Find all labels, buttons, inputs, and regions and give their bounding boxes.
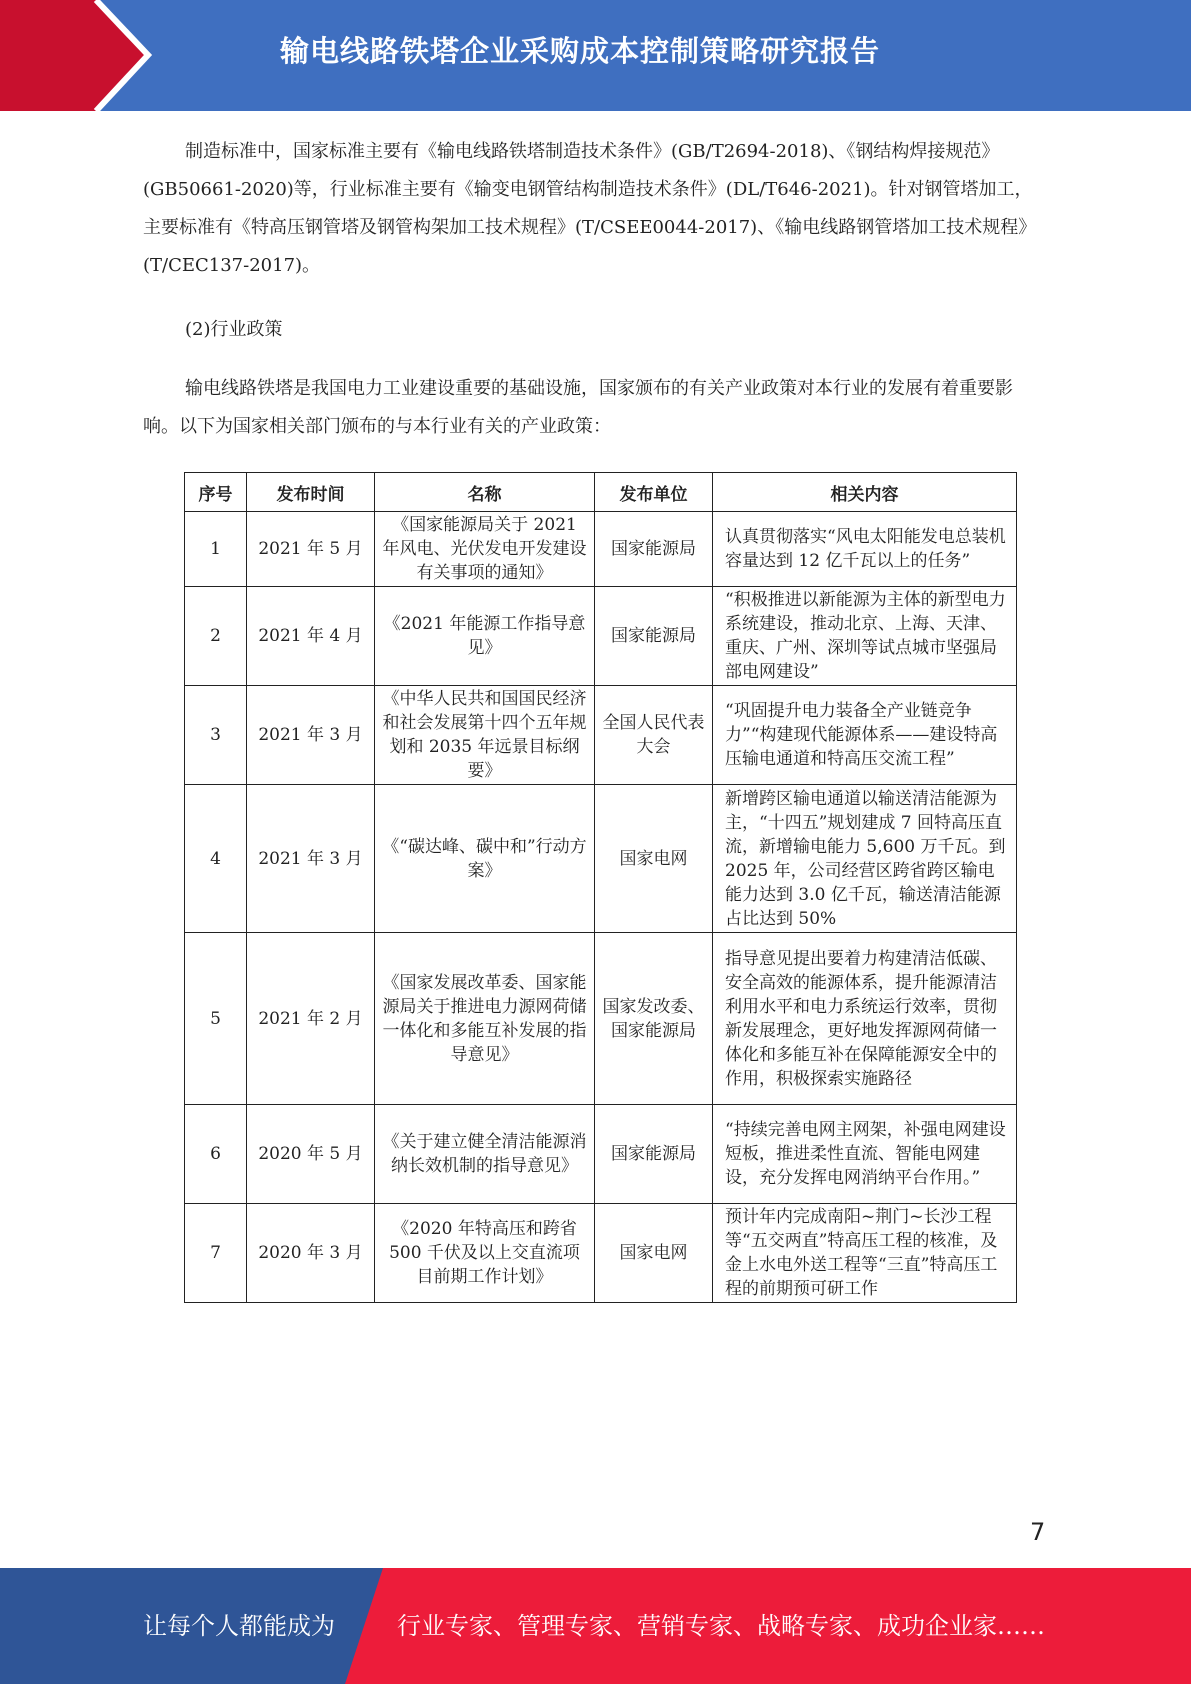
row-number: 3 <box>185 686 247 785</box>
policy-table <box>184 472 1017 1303</box>
row-number: 2 <box>185 587 247 686</box>
policy-content: 新增跨区输电通道以输送清洁能源为主，“十四五”规划建成 7 回特高压直流，新增输电能力 5,600 万千瓦。到 2025 年，公司经营区跨省跨区输电能力达到 3.0 亿千瓦，输送清洁能源占比达到 50% <box>713 785 1017 933</box>
footer-slogan-right: 行业专家、管理专家、营销专家、战略专家、成功企业家…… <box>397 1612 1045 1640</box>
policy-content: “积极推进以新能源为主体的新型电力系统建设，推动北京、上海、天津、重庆、广州、深圳等试点城市坚强局部电网建设” <box>713 587 1017 686</box>
column-header: 名称 <box>375 473 595 512</box>
page-footer <box>0 1568 1191 1684</box>
column-header: 相关内容 <box>713 473 1017 512</box>
page-header <box>0 0 1191 111</box>
policy-content: 预计年内完成南阳~荆门~长沙工程等“五交两直”特高压工程的核准，及金上水电外送工程等“三直”特高压工程的前期预可研工作 <box>713 1204 1017 1303</box>
issuing-body: 国家发改委、国家能源局 <box>595 933 713 1105</box>
row-number: 5 <box>185 933 247 1105</box>
report-title: 输电线路铁塔企业采购成本控制策略研究报告 <box>280 34 881 68</box>
policy-name: 《2020 年特高压和跨省 500 千伏及以上交直流项目前期工作计划》 <box>375 1204 595 1303</box>
release-date: 2021 年 2 月 <box>247 933 375 1105</box>
issuing-body: 国家电网 <box>595 785 713 933</box>
policy-content: 指导意见提出要着力构建清洁低碳、安全高效的能源体系，提升能源清洁利用水平和电力系统运行效率，贯彻新发展理念，更好地发挥源网荷储一体化和多能互补在保障能源安全中的作用，积极探索实施路径 <box>713 933 1017 1105</box>
table-row <box>185 785 1017 933</box>
table-row <box>185 1204 1017 1303</box>
policy-name: 《国家发展改革委、国家能源局关于推进电力源网荷储一体化和多能互补发展的指导意见》 <box>375 933 595 1105</box>
header-arrow-decoration <box>0 0 160 111</box>
footer-slogan-left: 让每个人都能成为 <box>143 1612 335 1640</box>
column-header: 发布时间 <box>247 473 375 512</box>
release-date: 2021 年 3 月 <box>247 785 375 933</box>
release-date: 2020 年 5 月 <box>247 1105 375 1204</box>
policy-name: 《中华人民共和国国民经济和社会发展第十四个五年规划和 2035 年远景目标纲要》 <box>375 686 595 785</box>
section-subheading: (2)行业政策 <box>185 319 283 340</box>
policy-name: 《2021 年能源工作指导意见》 <box>375 587 595 686</box>
issuing-body: 国家电网 <box>595 1204 713 1303</box>
page-number: 7 <box>1030 1518 1046 1546</box>
policy-content: “巩固提升电力装备全产业链竞争力”“构建现代能源体系——建设特高压输电通道和特高压交流工程” <box>713 686 1017 785</box>
release-date: 2021 年 4 月 <box>247 587 375 686</box>
release-date: 2020 年 3 月 <box>247 1204 375 1303</box>
standards-paragraph: 制造标准中，国家标准主要有《输电线路铁塔制造技术条件》(GB/T2694-2018)、《钢结构焊接规范》(GB50661-2020)等，行业标准主要有《输变电钢管结构制造技术条件》(DL/T646-2021)。针对钢管塔加工，主要标准有《特高压钢管塔及钢管构架加工技术规程》(T/CSEE0044-2017)、《输电线路钢管塔加工技术规程》(T/CEC137-2017)。 <box>143 141 1037 276</box>
row-number: 4 <box>185 785 247 933</box>
issuing-body: 国家能源局 <box>595 1105 713 1204</box>
table-row <box>185 1105 1017 1204</box>
policy-name: 《“碳达峰、碳中和”行动方案》 <box>375 785 595 933</box>
table-row <box>185 587 1017 686</box>
policy-name: 《关于建立健全清洁能源消纳长效机制的指导意见》 <box>375 1105 595 1204</box>
policy-name: 《国家能源局关于 2021 年风电、光伏发电开发建设有关事项的通知》 <box>375 512 595 587</box>
row-number: 1 <box>185 512 247 587</box>
policy-intro-paragraph: 输电线路铁塔是我国电力工业建设重要的基础设施，国家颁布的有关产业政策对本行业的发展有着重要影响。以下为国家相关部门颁布的与本行业有关的产业政策： <box>143 378 1013 437</box>
policy-content: 认真贯彻落实“风电太阳能发电总装机容量达到 12 亿千瓦以上的任务” <box>713 512 1017 587</box>
row-number: 7 <box>185 1204 247 1303</box>
table-header-row <box>185 473 1017 512</box>
release-date: 2021 年 5 月 <box>247 512 375 587</box>
policy-content: “持续完善电网主网架，补强电网建设短板，推进柔性直流、智能电网建设，充分发挥电网消纳平台作用。” <box>713 1105 1017 1204</box>
column-header: 发布单位 <box>595 473 713 512</box>
table-row <box>185 686 1017 785</box>
issuing-body: 国家能源局 <box>595 587 713 686</box>
table-row <box>185 933 1017 1105</box>
column-header: 序号 <box>185 473 247 512</box>
table-row <box>185 512 1017 587</box>
row-number: 6 <box>185 1105 247 1204</box>
issuing-body: 国家能源局 <box>595 512 713 587</box>
release-date: 2021 年 3 月 <box>247 686 375 785</box>
issuing-body: 全国人民代表大会 <box>595 686 713 785</box>
